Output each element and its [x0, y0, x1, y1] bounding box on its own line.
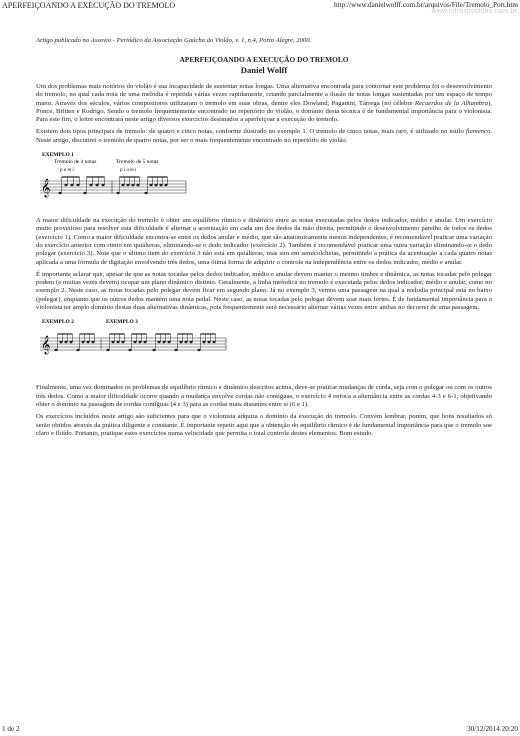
note-head — [207, 341, 210, 343]
note-head — [64, 341, 67, 343]
note-head — [95, 184, 98, 186]
print-date: 30/12/2014 20:20 — [467, 725, 518, 733]
header-title: APERFEIÇOANDO A EXECUÇÃO DO TREMOLO — [2, 1, 176, 10]
treble-clef: 𝄞 — [41, 180, 51, 198]
note-head — [59, 341, 62, 343]
note-head — [174, 349, 177, 351]
page-footer — [0, 724, 520, 736]
paragraph-5: Finalmente, uma vez dominados os problemas de equilíbrio rítmico e dinâmico descritos acima, deve-se praticar mudanças de corda, seja com o polegar ou com os outros três dedos. Como a maior dificuldade ocorre quando a mudança envolve cordas não contíguas, o exercício 4 enfoca a alternância entre as cordas 4-3 e 6-1, objetivando obter o domínio na passagem de cordas contíguas (4 e 3) para as cordas mais distantes entre si (6 e 1). — [36, 384, 492, 408]
article-body — [36, 36, 492, 442]
note-head — [202, 341, 205, 343]
note-head — [106, 349, 109, 351]
example-3-label: EXEMPLO 3 — [106, 319, 138, 326]
note-head — [128, 349, 131, 351]
note-head — [152, 349, 155, 351]
citation: Artigo publicado no Assovio - Periódico da Associação Gaúcha do Violão, v. 1, n.4, Porto Alegre, 2000. — [36, 37, 312, 44]
music-example-1 — [36, 149, 492, 211]
note-head — [69, 341, 72, 343]
music-examples-2-3 — [36, 316, 492, 378]
fingering-4: p a m i — [60, 168, 74, 174]
note-head — [162, 341, 165, 343]
example-1-sub2: Tremolo de 5 notas — [116, 159, 159, 166]
note-head — [159, 184, 162, 186]
note-head — [76, 184, 79, 186]
paragraph-3: A maior dificuldade na execução do tremolo é obter um equilíbrio rítmico e dinâmico entre as notas executadas pelos dedos indicador, médio e anular. Um exercício muito proveitoso para resolver esta dificuldade é alternar a acentuação em cada um dos dedos da mão direita, permitindo o desenvolvimento parelho de todos os dedos (exercício 1). Como a maior dificuldade encontra-se entre os dedos anular e médio, que são anatomicamente menos independentes, é recomendável praticar uma variação do exercício anterior com ritmo em quiálteras, eliminando-se o dedo indicador (exercício 2). Também é recomendável praticar uma outra variação eliminando-se o dedo polegar (exercício 3). Note que o último item do exercício 3 não está em quiálteras, mas sim em semicolcheias, permitindo a prática da acentuação a cada quatro notas aplicada a uma fórmula de digitação envolvendo três dedos, uma ótima forma de adquirir o controle na independência entre os dedos indicador, médio e anular. — [36, 217, 492, 266]
page-number: 1 de 2 — [2, 725, 20, 733]
note-head — [83, 192, 86, 194]
note-head — [91, 341, 94, 343]
treble-clef-2: 𝄞 — [41, 337, 51, 355]
note-head — [133, 341, 136, 343]
note-head — [126, 184, 129, 186]
note-head — [136, 184, 139, 186]
note-head — [179, 341, 182, 343]
note-head — [64, 184, 67, 186]
note-group-1 — [58, 177, 167, 194]
paragraph-4: É importante aclarar que, apesar de que as notas tocadas pelos dedos indicador, médio e anular devem manter o mesmo timbre e dinâmica, as notas tocadas pelo polegar podem (e muitas vezes devem) ocupar um plano dinâmico distinto. Geralmente, a linha melódica no tremolo é executada pelos dedos indicador, médio e anular, como no exemplo 2. Neste caso, as notas tocadas pelo polegar devem ficar em segundo plano. Já no exemplo 3, vemos uma passagem na qual a melodia principal está no baixo (polegar), enquanto que os outros dedos mantém uma nota pedal. Neste caso, as notas tocadas pelo polegar devem soar mais fortes. É de fundamental importância para o violonista ter amplo domínio destas duas alternativas dinâmicas, pois frequentemente será necessário alternar várias vezes entre ambas no decorrer de uma passagem. — [36, 270, 492, 312]
note-head — [131, 184, 134, 186]
note-head — [149, 184, 152, 186]
note-head — [184, 341, 187, 343]
staff-figure-2 — [36, 316, 236, 378]
note-head — [157, 341, 160, 343]
note-head — [70, 184, 73, 186]
note-head — [154, 184, 157, 186]
fingering-5: p i a m i — [120, 168, 137, 174]
note-head — [197, 349, 200, 351]
staff-figure-1 — [36, 149, 236, 211]
note-head — [138, 341, 141, 343]
note-head — [144, 192, 147, 194]
note-head — [164, 184, 167, 186]
header-url[interactable]: http://www.danielwolff.com.br/arquivos/File/Tremolo_Port.htm — [333, 1, 518, 9]
note-head — [81, 341, 84, 343]
article-author: Daniel Wolff — [240, 65, 288, 75]
staff-lines-2 — [40, 338, 226, 350]
note-group-2 — [54, 334, 215, 351]
watermark: www.cifraspostilas.com.br — [431, 8, 517, 15]
note-head — [212, 341, 215, 343]
note-head — [101, 184, 104, 186]
note-head — [189, 341, 192, 343]
note-head — [89, 184, 92, 186]
example-2-label: EXEMPLO 2 — [42, 319, 74, 326]
note-head — [121, 184, 124, 186]
paragraph-1: Um dos problemas mais notórios do violão é sua incapacidade de sustentar notas longas. Uma alternativa encontrada para contornar este problema foi o desenvolvimento do tremolo, no qual cada nota de uma melodia é repetida várias vezes rapidamente, criando parcialmente a ilusão de notas longas sustentadas por um espaço de tempo maior. Através dos séculos, vários compositores utilizaram o tremolo em suas obras, dentre eles Dowland, Paganini, Tárrega (no célebre Recuerdos de la Alhambra), Ponce, Britten e Rodrigo. Sendo o tremolo frequentemente encontrado no repertório do violão, o domínio desta técnica é de fundamental importância para o violonista. Para este fim, o leitor encontrará neste artigo diversos exercícios destinados a aperfeiçoar a execução do tremolo. — [36, 83, 492, 124]
note-head — [54, 349, 57, 351]
staff-lines — [40, 181, 186, 193]
note-head — [76, 349, 79, 351]
note-head — [143, 341, 146, 343]
example-1-sub1: Tremolo de 4 notas — [54, 159, 97, 166]
note-head — [167, 341, 170, 343]
paragraph-6: Os exercícios incluídos neste artigo são suficientes para que o violonista adquira o domínio da execução do tremolo. Convém lembrar, porém, que bons resultados só serão obtidos através da prática diligente e constante. É importante repetir aqui que a obtenção do equilíbrio rítmico é de fundamental importância para que o tremolo soe claro e fluído. Portanto, pratique estes exercícios numa velocidade que permita o total controle destes elementos. Bom estudo. — [36, 413, 492, 437]
note-head — [116, 341, 119, 343]
note-head — [111, 341, 114, 343]
note-head — [58, 192, 61, 194]
note-head — [121, 341, 124, 343]
note-head — [116, 192, 119, 194]
paragraph-2: Existem dois tipos principais de tremolo: de quatro e cinco notas, conforme ilustrado no exemplo 1. O tremolo de cinco notas, mais raro, é utilizado no estilo flamenco. Neste artigo, discutirei o tremolo de quatro notas, por ser o mais frequentemente encontrado no repertório do violão. — [36, 128, 492, 144]
note-head — [86, 341, 89, 343]
article-title: APERFEIÇOANDO A EXECUÇÃO DO TREMOLO — [179, 55, 349, 64]
example-1-label: EXEMPLO 1 — [42, 152, 74, 159]
